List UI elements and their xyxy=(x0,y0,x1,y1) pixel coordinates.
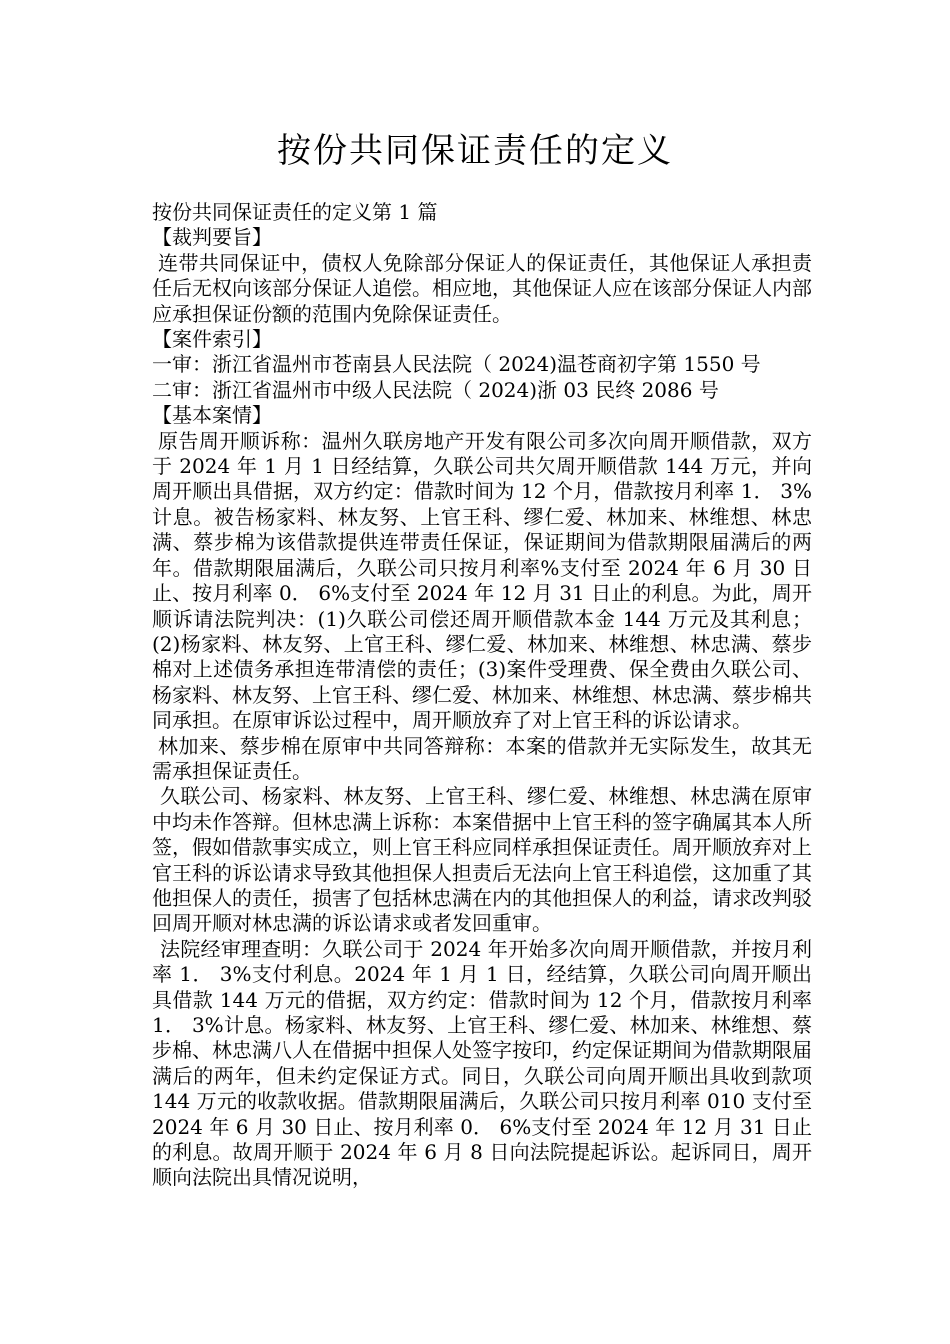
basic-facts-heading: 【基本案情】 xyxy=(152,403,272,428)
facts-paragraph-appeal: 久联公司、杨家料、林友努、上官王科、缪仁爱、林维想、林忠满在原审中均未作答辩。但林忠满上诉称：本案借据中上官王科的签字确属其本人所签，假如借款事实成立，则上官王科应同样承担保证责任。周开顺放弃对上官王科的诉讼请求导致其他担保人担责后无法向上官王科追偿，这加重了其他担保人的责任，损害了包括林忠满在内的其他担保人的利益，请求改判驳回周开顺对林忠满的诉讼请求或者发回重审。 xyxy=(152,784,812,936)
case-index-heading: 【案件索引】 xyxy=(152,327,272,352)
ruling-text: 连带共同保证中，债权人免除部分保证人的保证责任，其他保证人承担责任后无权向该部分保证人追偿。相应地，其他保证人应在该部分保证人内部应承担保证份额的范围内免除保证责任。 xyxy=(152,250,812,326)
facts-paragraph-findings: 法院经审理查明：久联公司于 2024 年开始多次向周开顺借款，并按月利率 1． 3%支付利息。2024 年 1 月 1 日，经结算，久联公司向周开顺出具借款 144 万元的借据，双方约定：借款时间为 12 个月，借款按月利率 1． 3%计息。杨家料、林友努、上官王科、缪仁爱、林加来、林维想、蔡步棉、林忠满八人在借据中担保人处签字按印，约定保证期间为借款期限届满后的两年，但未约定保证方式。同日，久联公司向周开顺出具收到款项 144 万元的收款收据。借款期限届满后，久联公司只按月利率 010 支付至 2024 年 6 月 30 日止、按月利率 0． 6%支付至 2024 年 12 月 31 日止的利息。故周开顺于 2024 年 6 月 8 日向法院提起诉讼。起诉同日，周开顺向法院出具情况说明， xyxy=(152,936,812,1190)
second-instance-line: 二审：浙江省温州市中级人民法院（ 2024)浙 03 民终 2086 号 xyxy=(152,377,719,402)
first-instance-line: 一审：浙江省温州市苍南县人民法院（ 2024)温苍商初字第 1550 号 xyxy=(152,352,761,377)
ruling-heading: 【裁判要旨】 xyxy=(152,225,272,250)
document-body xyxy=(152,200,812,1191)
document-subtitle: 按份共同保证责任的定义第 1 篇 xyxy=(152,200,438,224)
facts-paragraph-plaintiff: 原告周开顺诉称：温州久联房地产开发有限公司多次向周开顺借款，双方于 2024 年 1 月 1 日经结算，久联公司共欠周开顺借款 144 万元，并向周开顺出具借据，双方约定：借款时间为 12 个月，借款按月利率 1． 3%计息。被告杨家料、林友努、上官王科、缪仁爱、林加来、林维想、林忠满、蔡步棉为该借款提供连带责任保证，保证期间为借款期限届满后的两年。借款期限届满后，久联公司只按月利率%支付至 2024 年 6 月 30 日止、按月利率 0． 6%支付至 2024 年 12 月 31 日止的利息。为此，周开顺诉请法院判决：(1)久联公司偿还周开顺借款本金 144 万元及其利息；(2)杨家料、林友努、上官王科、缪仁爱、林加来、林维想、林忠满、蔡步棉对上述债务承担连带清偿的责任；(3)案件受理费、保全费由久联公司、杨家料、林友努、上官王科、缪仁爱、林加来、林维想、林忠满、蔡步棉共同承担。在原审诉讼过程中，周开顺放弃了对上官王科的诉讼请求。 xyxy=(152,428,812,733)
facts-paragraph-defense: 林加来、蔡步棉在原审中共同答辩称：本案的借款并无实际发生，故其无需承担保证责任。 xyxy=(152,733,812,783)
document-title: 按份共同保证责任的定义 xyxy=(277,131,673,171)
